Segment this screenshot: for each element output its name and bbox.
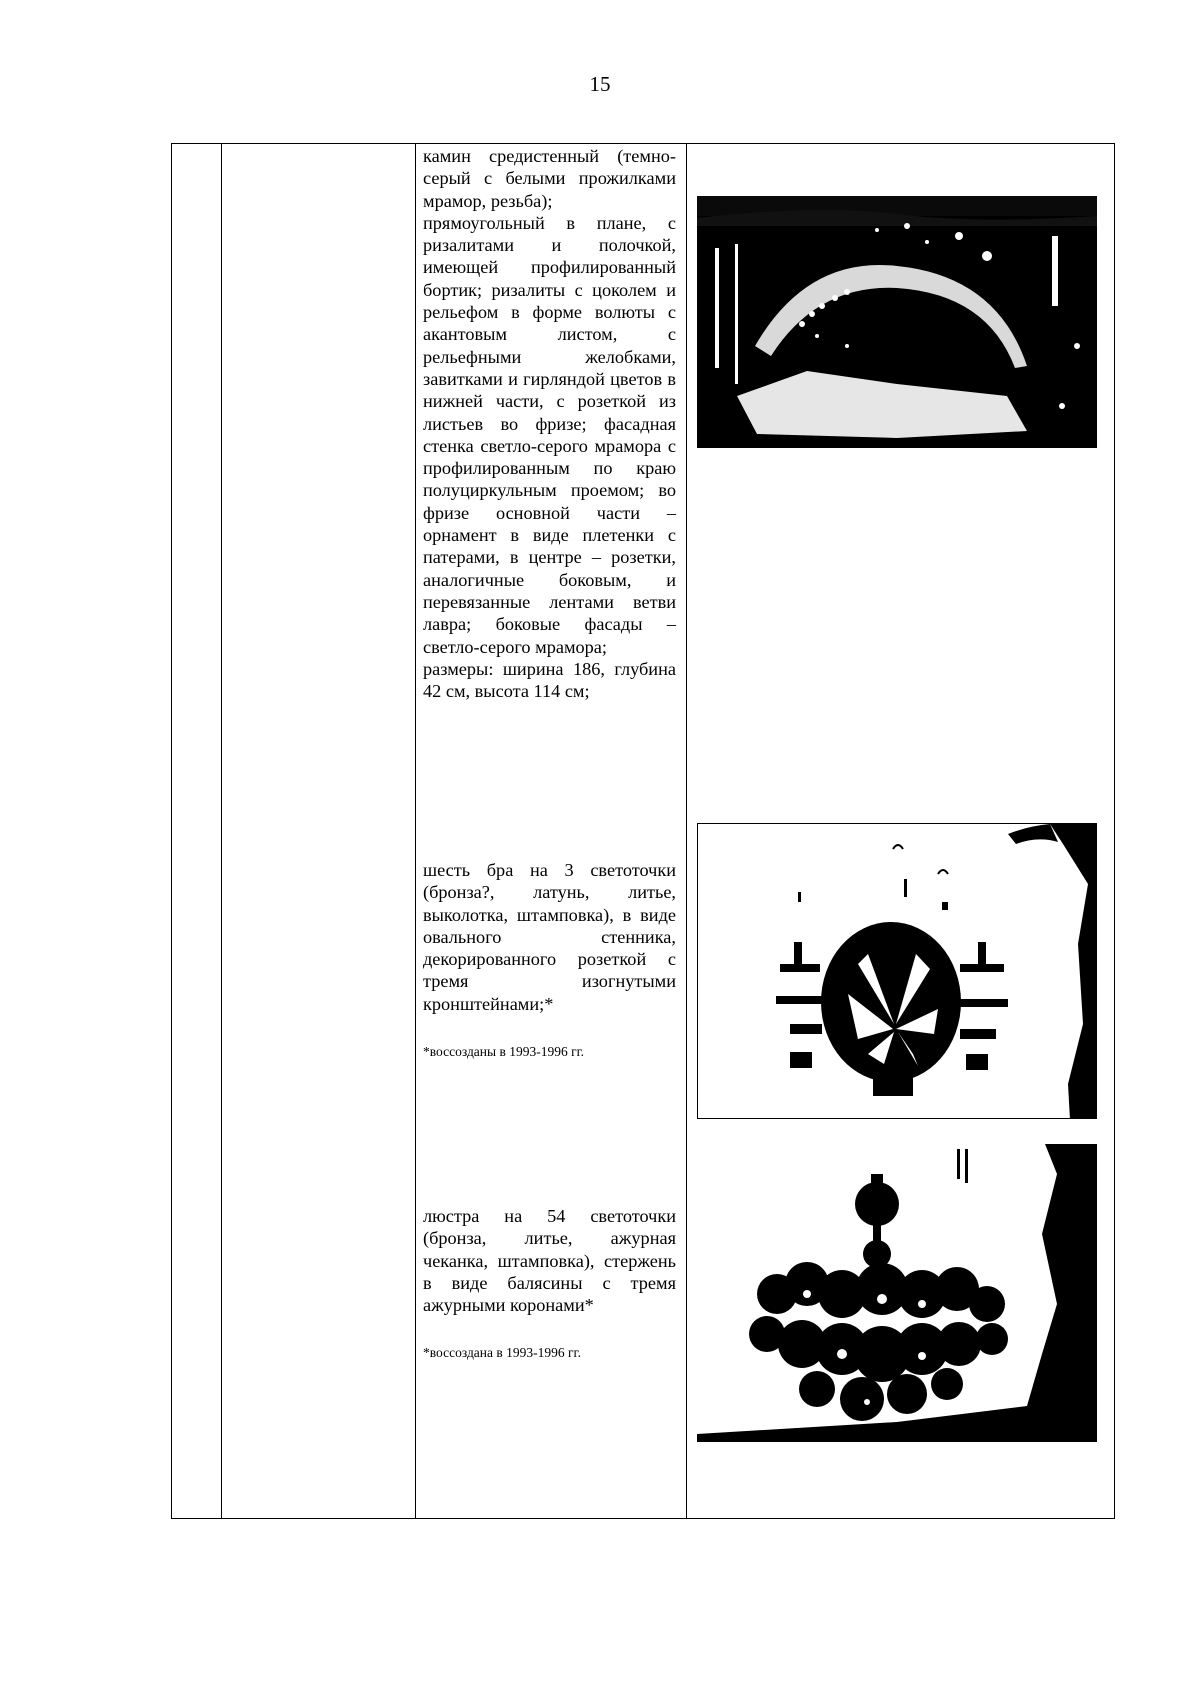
- description-paragraph: шесть бра на 3 светоточки (бронза?, латунь, литье, выколотка, штамповка), в виде овального стенника, декорированного розеткой с тремя изогнутыми кронштейнами;*: [423, 860, 676, 1014]
- fireplace-photo: [697, 196, 1097, 448]
- column-divider: [686, 144, 687, 1518]
- description-paragraph: размеры: ширина 186, глубина 42 см, высота 114 см;: [423, 658, 676, 702]
- sconce-photo: [697, 823, 1097, 1119]
- page-number: 15: [589, 72, 611, 96]
- column-divider: [415, 144, 416, 1518]
- sconce-description: [423, 859, 676, 1015]
- fireplace-description: [423, 145, 676, 702]
- chandelier-footnote: *воссоздана в 1993-1996 гг.: [423, 1345, 581, 1360]
- description-paragraph: камин средистенный (темно-серый с белыми прожилками мрамор, резьба);: [423, 146, 676, 211]
- description-paragraph: прямоугольный в плане, с ризалитами и полочкой, имеющей профилированный бортик; ризалиты с цоколем и рельефом в форме волюты с акантовым листом, с рельефными желобками, завитками и гирляндой цветов в нижней части, с розеткой из листьев во фризе; фасадная стенка светло-серого мрамора с профилированным по краю полуциркульным проемом; во фризе основной части – орнамент в виде плетенки с патерами, в центре – розетки, аналогичные боковым, и перевязанные лентами ветви лавра; боковые фасады – светло-серого мрамора;: [423, 212, 676, 657]
- description-paragraph: люстра на 54 светоточки (бронза, литье, ажурная чеканка, штамповка), стержень в виде балясины с тремя ажурными коронами*: [423, 1206, 676, 1316]
- chandelier-photo: [697, 1144, 1097, 1442]
- sconce-footnote: *воссозданы в 1993-1996 гг.: [423, 1044, 585, 1059]
- column-divider: [221, 144, 222, 1518]
- chandelier-description: [423, 1205, 676, 1316]
